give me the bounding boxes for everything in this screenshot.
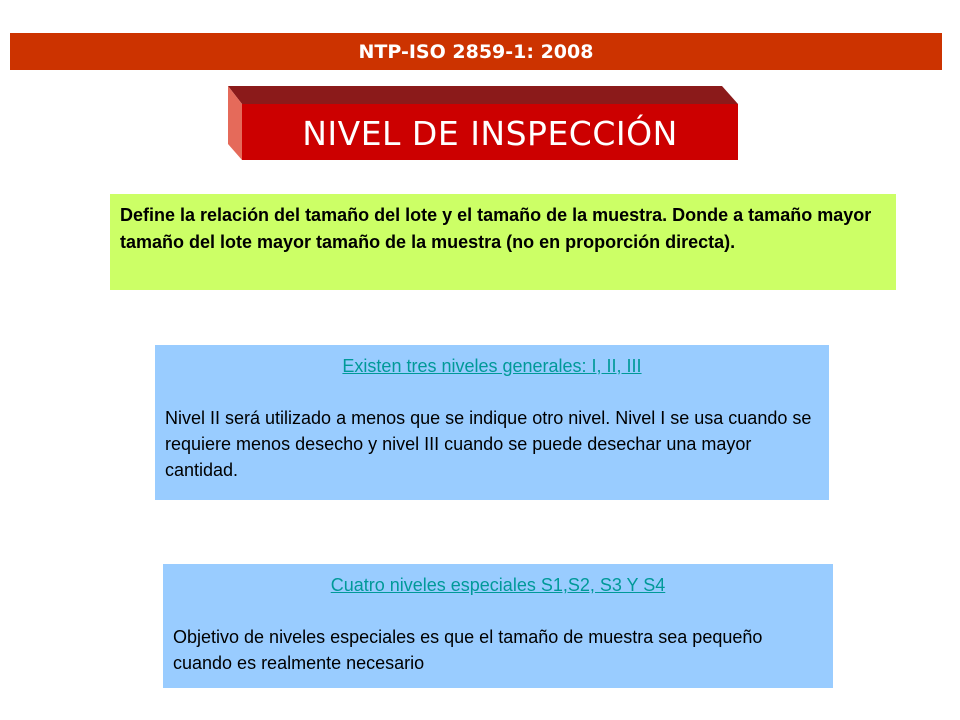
special-levels-link[interactable]: Cuatro niveles especiales S1,S2, S3 Y S4 bbox=[330, 575, 666, 595]
title-box bbox=[228, 86, 740, 162]
spacer bbox=[165, 379, 819, 405]
spacer bbox=[173, 598, 823, 624]
header-bar bbox=[10, 33, 942, 70]
definition-text: Define la relación del tamaño del lote y el tamaño de la muestra. Donde a tamaño mayor tamaño del lote mayor tamaño de la muestra (no en proporción directa). bbox=[120, 205, 872, 252]
general-levels-link[interactable]: Existen tres niveles generales: I, II, III bbox=[342, 356, 642, 376]
special-levels-text: Objetivo de niveles especiales es que el tamaño de muestra sea pequeño cuando es realmente necesario bbox=[173, 627, 763, 673]
definition-box bbox=[110, 194, 896, 290]
general-levels-text: Nivel II será utilizado a menos que se indique otro nivel. Nivel I se usa cuando se requiere menos desecho y nivel III cuando se puede desechar una mayor cantidad. bbox=[165, 408, 812, 480]
page-title: NIVEL DE INSPECCIÓN bbox=[302, 113, 678, 153]
general-levels-box bbox=[155, 345, 829, 500]
header-title: NTP-ISO 2859-1: 2008 bbox=[358, 40, 594, 63]
special-levels-box bbox=[163, 564, 833, 688]
